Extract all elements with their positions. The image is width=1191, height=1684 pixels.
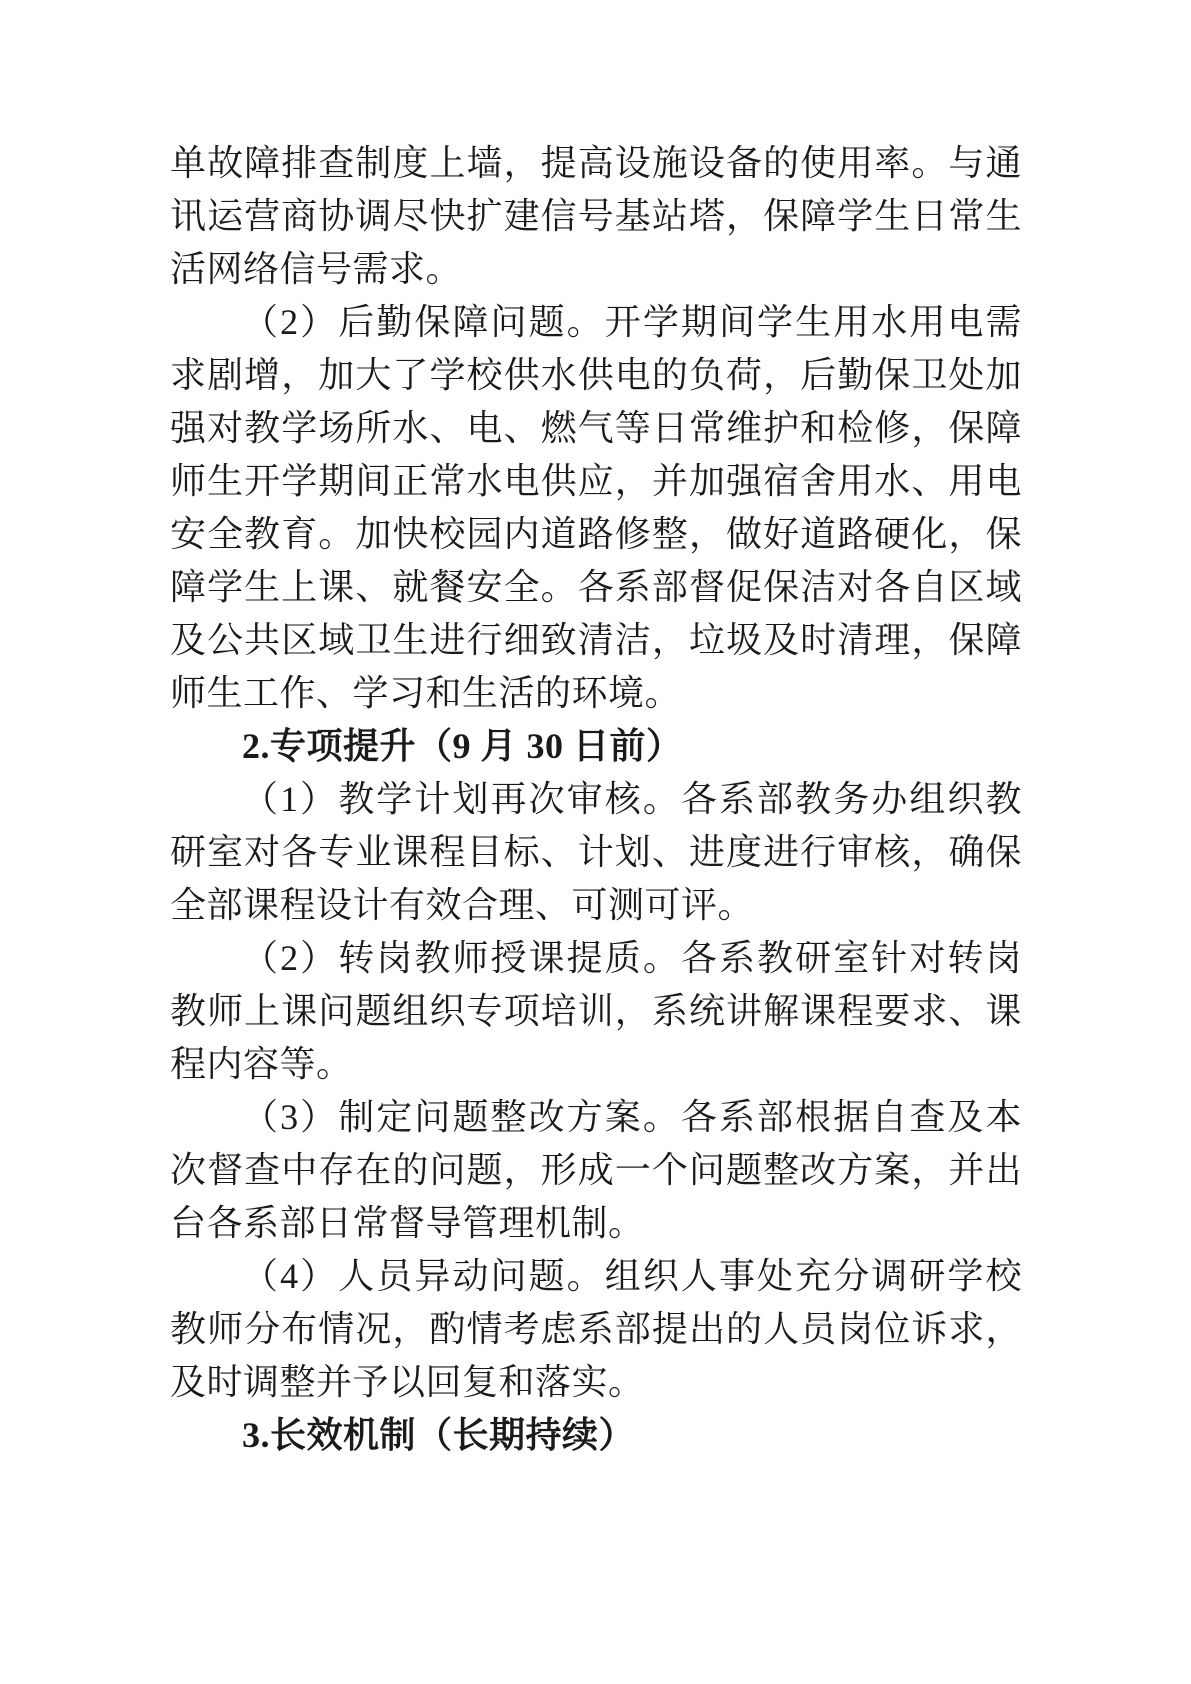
paragraph-personnel-changes: （4）人员异动问题。组织人事处充分调研学校教师分布情况，酌情考虑系部提出的人员岗位诉求，及时调整并予以回复和落实。 bbox=[170, 1256, 1022, 1402]
paragraph-rectification-plan: （3）制定问题整改方案。各系部根据自查及本次督查中存在的问题，形成一个问题整改方案，并出台各系部日常督导管理机制。 bbox=[170, 1097, 1022, 1243]
paragraph-teaching-plan-review: （1）教学计划再次审核。各系部教务办组织教研室对各专业课程目标、计划、进度进行审核，确保全部课程设计有效合理、可测可评。 bbox=[170, 779, 1022, 925]
paragraph-transferred-teacher-training: （2）转岗教师授课提质。各系教研室针对转岗教师上课问题组织专项培训，系统讲解课程要求、课程内容等。 bbox=[170, 938, 1022, 1084]
section-heading-special-improvement: 2.专项提升（9 月 30 日前） bbox=[242, 726, 683, 766]
paragraph-logistics-issue: （2）后勤保障问题。开学期间学生用水用电需求剧增，加大了学校供水供电的负荷，后勤保卫处加强对教学场所水、电、燃气等日常维护和检修，保障师生开学期间正常水电供应，并加强宿舍用水、用电安全教育。加快校园内道路修整，做好道路硬化，保障学生上课、就餐安全。各系部督促保洁对各自区域及公共区域卫生进行细致清洁，垃圾及时清理，保障师生工作、学习和生活的环境。 bbox=[170, 302, 1022, 713]
paragraph-continuation: 单故障排查制度上墙，提高设施设备的使用率。与通讯运营商协调尽快扩建信号基站塔，保障学生日常生活网络信号需求。 bbox=[170, 143, 1022, 289]
section-heading-long-term-mechanism: 3.长效机制（长期持续） bbox=[242, 1415, 636, 1455]
document-body bbox=[170, 137, 1022, 1462]
